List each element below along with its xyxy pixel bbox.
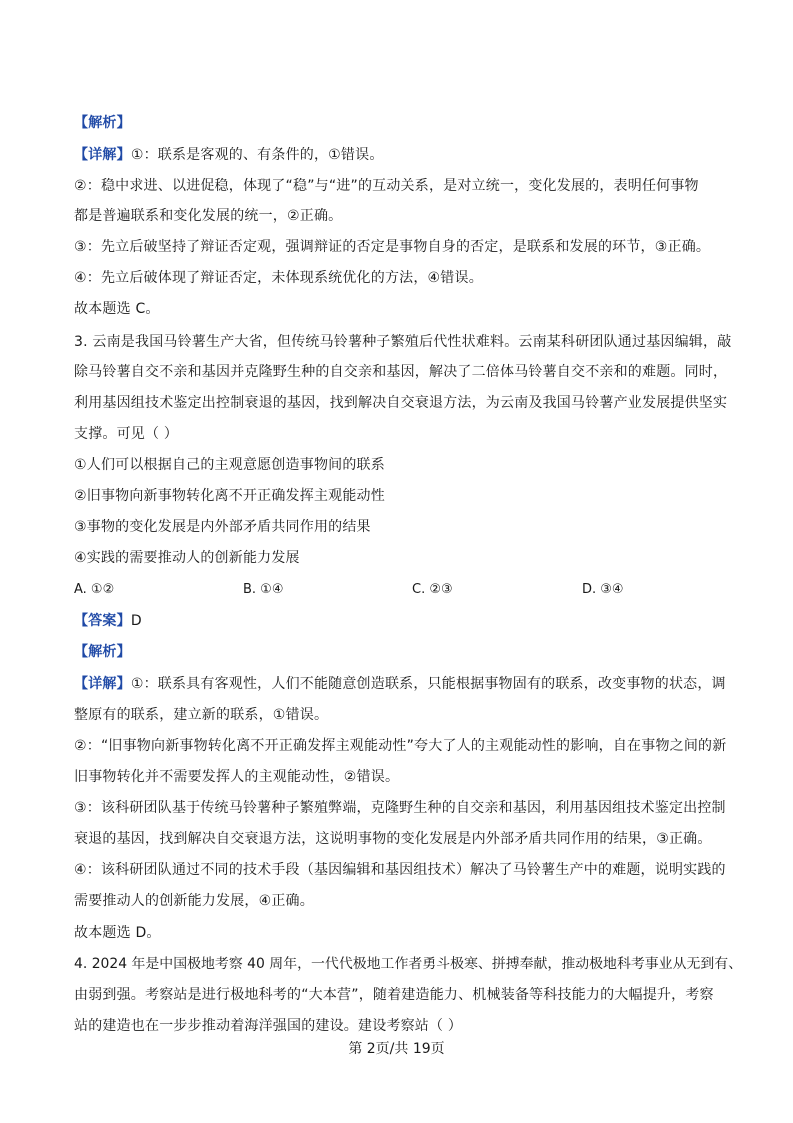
question-stem: 利用基因组技术鉴定出控制衰退的基因，找到解决自交衰退方法，为云南及我国马铃薯产业发展提供坚实 bbox=[74, 395, 728, 411]
detail-tag: 【详解】 bbox=[74, 676, 131, 692]
question-stem: 4. 2024 年是中国极地考察 40 周年，一代代极地工作者勇斗极寒、拼搏奉献，推动极地科考事业从无到有、 bbox=[74, 956, 743, 972]
detail-line: ④：该科研团队通过不同的技术手段（基因编辑和基因组技术）解决了马铃薯生产中的难题，说明实践的 bbox=[74, 862, 726, 878]
question-stem: 3. 云南是我国马铃薯生产大省，但传统马铃薯种子繁殖后代性状难料。云南某科研团队通过基因编辑，敲 bbox=[74, 334, 732, 350]
option-a: A. ①② bbox=[74, 582, 115, 597]
question-stem: 由弱到强。考察站是进行极地科考的“大本营”，随着建造能力、机械装备等科技能力的大幅提升，考察 bbox=[74, 987, 714, 1003]
statement-item: ③事物的变化发展是内外部矛盾共同作用的结果 bbox=[74, 519, 371, 535]
question-stem: 支撑。可见（ ） bbox=[74, 426, 179, 442]
conclusion: 故本题选 C。 bbox=[74, 301, 160, 317]
detail-line: 整原有的联系，建立新的联系，①错误。 bbox=[74, 707, 329, 723]
statement-item: ①人们可以根据自己的主观意愿创造事物间的联系 bbox=[74, 457, 385, 473]
detail-line: ②：稳中求进、以进促稳，体现了“稳”与“进”的互动关系，是对立统一，变化发展的，表明任何事物 bbox=[74, 178, 699, 194]
conclusion: 故本题选 D。 bbox=[74, 925, 161, 941]
question-stem: 除马铃薯自交不亲和基因并克隆野生种的自交亲和基因，解决了二倍体马铃薯自交不亲和的难题。同时， bbox=[74, 364, 728, 380]
detail-line bbox=[74, 675, 726, 693]
statement-item: ④实践的需要推动人的创新能力发展 bbox=[74, 550, 300, 566]
option-d: D. ③④ bbox=[582, 582, 624, 597]
detail-text: ①：联系是客观的、有条件的，①错误。 bbox=[130, 147, 384, 163]
question-stem: 站的建造也在一步步推动着海洋强国的建设。建设考察站（ ） bbox=[74, 1018, 463, 1034]
detail-line: 衰退的基因，找到解决自交衰退方法，这说明事物的变化发展是内外部矛盾共同作用的结果，③正确。 bbox=[74, 831, 712, 847]
answer-tag: 【答案】 bbox=[74, 613, 131, 629]
analysis-tag: 【解析】 bbox=[74, 115, 131, 131]
statement-item: ②旧事物向新事物转化离不开正确发挥主观能动性 bbox=[74, 488, 385, 504]
option-c: C. ②③ bbox=[412, 582, 453, 597]
detail-line bbox=[74, 146, 384, 164]
answer-value: D bbox=[130, 613, 142, 629]
detail-line: ②：“旧事物向新事物转化离不开正确发挥主观能动性”夸大了人的主观能动性的影响，自在事物之间的新 bbox=[74, 738, 727, 754]
option-b: B. ①④ bbox=[243, 582, 284, 597]
detail-line: 都是普遍联系和变化发展的统一，②正确。 bbox=[74, 208, 343, 224]
page-footer: 第 2页/共 19页 bbox=[348, 1041, 445, 1057]
detail-line: ④：先立后破体现了辩证否定，未体现系统优化的方法，④错误。 bbox=[74, 270, 483, 286]
answer-line bbox=[74, 612, 142, 630]
detail-line: 需要推动人的创新能力发展，④正确。 bbox=[74, 893, 314, 909]
analysis-tag: 【解析】 bbox=[74, 644, 131, 660]
detail-line: ③：先立后破坚持了辩证否定观，强调辩证的否定是事物自身的否定，是联系和发展的环节，③正确。 bbox=[74, 239, 711, 255]
detail-line: ③：该科研团队基于传统马铃薯种子繁殖弊端，克隆野生种的自交亲和基因，利用基因组技术鉴定出控制 bbox=[74, 800, 726, 816]
detail-line: 旧事物转化并不需要发挥人的主观能动性，②错误。 bbox=[74, 769, 400, 785]
detail-text: ①：联系具有客观性，人们不能随意创造联系，只能根据事物固有的联系，改变事物的状态，调 bbox=[130, 676, 726, 692]
detail-tag: 【详解】 bbox=[74, 147, 131, 163]
